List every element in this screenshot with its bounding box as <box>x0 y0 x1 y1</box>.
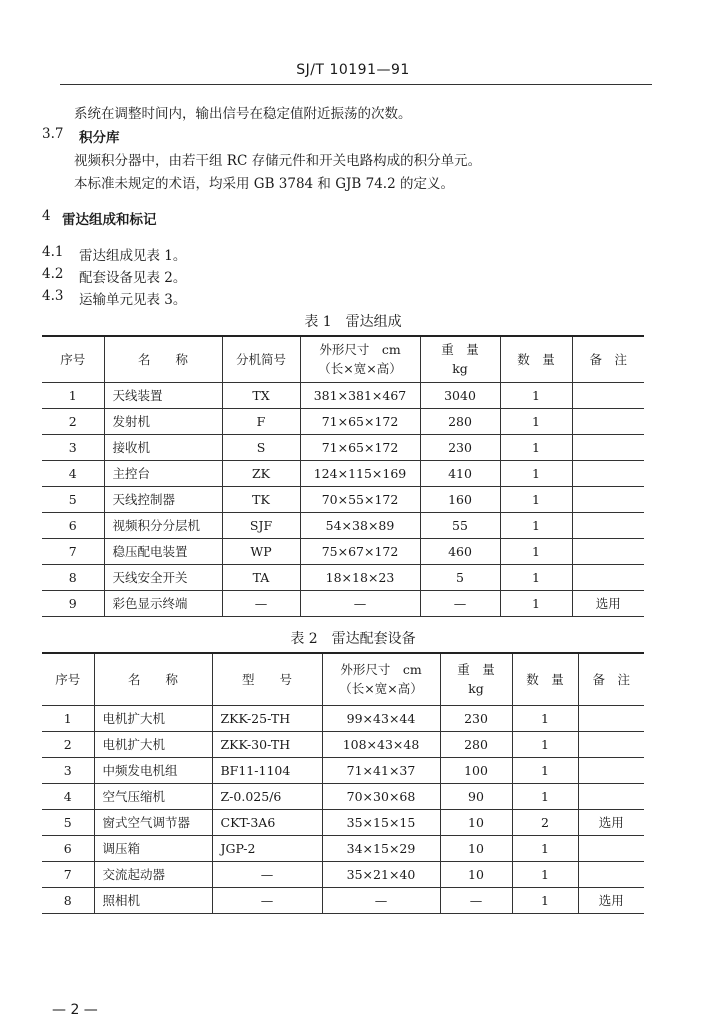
header-note: 备 注 <box>578 653 644 705</box>
cell-weight: 10 <box>440 809 512 835</box>
table-row <box>42 731 644 757</box>
cell-qty: 1 <box>512 757 578 783</box>
header-weight-line2: kg <box>468 681 484 697</box>
table-row <box>42 434 644 460</box>
cell-note <box>578 783 644 809</box>
cell-note <box>572 512 644 538</box>
cell-dims: 381×381×467 <box>300 382 420 408</box>
section-4-title: 雷达组成和标记 <box>62 212 157 228</box>
table-1 <box>42 335 644 617</box>
cell-code: ZK <box>222 460 300 486</box>
cell-weight: 10 <box>440 835 512 861</box>
item-number: 4.2 <box>42 266 64 282</box>
header-name: 名 称 <box>94 653 212 705</box>
cell-seq: 8 <box>42 564 104 590</box>
table-row <box>42 408 644 434</box>
cell-dims: 71×65×172 <box>300 434 420 460</box>
item-text: 配套设备见表 2。 <box>79 270 187 286</box>
cell-weight: 10 <box>440 861 512 887</box>
cell-weight: 5 <box>420 564 500 590</box>
item-number: 4.1 <box>42 244 64 260</box>
cell-note <box>578 861 644 887</box>
table-row <box>42 564 644 590</box>
cell-dims: 99×43×44 <box>322 705 440 731</box>
cell-model: JGP-2 <box>212 835 322 861</box>
header-name: 名 称 <box>104 336 222 382</box>
header-weight-line2: kg <box>452 361 468 377</box>
cell-code: F <box>222 408 300 434</box>
cell-seq: 5 <box>42 486 104 512</box>
table-2 <box>42 652 644 914</box>
cell-code: SJF <box>222 512 300 538</box>
cell-dims: 71×41×37 <box>322 757 440 783</box>
cell-seq: 7 <box>42 538 104 564</box>
cell-note <box>578 705 644 731</box>
cell-weight: — <box>420 590 500 616</box>
table-header-row <box>42 653 644 705</box>
cell-dims: 34×15×29 <box>322 835 440 861</box>
cell-dims: — <box>300 590 420 616</box>
header-rule <box>60 84 652 85</box>
table-row <box>42 783 644 809</box>
table-row <box>42 705 644 731</box>
cell-note <box>578 731 644 757</box>
cell-weight: 100 <box>440 757 512 783</box>
cell-dims: 18×18×23 <box>300 564 420 590</box>
header-dims <box>300 336 420 382</box>
cell-seq: 2 <box>42 408 104 434</box>
cell-code: S <box>222 434 300 460</box>
cell-dims: 71×65×172 <box>300 408 420 434</box>
page-number: — 2 — <box>52 1002 98 1018</box>
cell-seq: 9 <box>42 590 104 616</box>
cell-name: 天线安全开关 <box>104 564 222 590</box>
cell-note <box>572 434 644 460</box>
header-model: 型 号 <box>212 653 322 705</box>
cell-name: 交流起动器 <box>94 861 212 887</box>
cell-note <box>572 382 644 408</box>
cell-name: 电机扩大机 <box>94 731 212 757</box>
cell-seq: 4 <box>42 460 104 486</box>
cell-qty: 1 <box>512 731 578 757</box>
cell-dims: 108×43×48 <box>322 731 440 757</box>
cell-weight: 160 <box>420 486 500 512</box>
cell-model: — <box>212 887 322 913</box>
cell-weight: 280 <box>440 731 512 757</box>
cell-name: 接收机 <box>104 434 222 460</box>
section-4-number: 4 <box>42 208 51 224</box>
cell-name: 视频积分分层机 <box>104 512 222 538</box>
cell-seq: 3 <box>42 434 104 460</box>
cell-qty: 1 <box>512 861 578 887</box>
cell-code: — <box>222 590 300 616</box>
table-header-row <box>42 336 644 382</box>
table-row <box>42 486 644 512</box>
cell-model: ZKK-25-TH <box>212 705 322 731</box>
cell-weight: 280 <box>420 408 500 434</box>
cell-model: CKT-3A6 <box>212 809 322 835</box>
cell-name: 天线装置 <box>104 382 222 408</box>
header-weight <box>420 336 500 382</box>
table-row <box>42 460 644 486</box>
cell-note: 选用 <box>578 887 644 913</box>
cell-weight: 460 <box>420 538 500 564</box>
header-dims-line1: 外形尺寸 cm <box>340 662 422 678</box>
item-text: 雷达组成见表 1。 <box>79 248 187 264</box>
cell-weight: 90 <box>440 783 512 809</box>
cell-code: WP <box>222 538 300 564</box>
table-row <box>42 590 644 616</box>
cell-qty: 1 <box>512 835 578 861</box>
cell-seq: 4 <box>42 783 94 809</box>
cell-note <box>572 486 644 512</box>
cell-weight: 410 <box>420 460 500 486</box>
cell-qty: 1 <box>500 408 572 434</box>
section-3-7-number: 3.7 <box>42 126 64 142</box>
cell-note <box>578 757 644 783</box>
cell-model: Z-0.025/6 <box>212 783 322 809</box>
cell-model: — <box>212 861 322 887</box>
cell-dims: 54×38×89 <box>300 512 420 538</box>
item-text: 运输单元见表 3。 <box>79 292 187 308</box>
item-number: 4.3 <box>42 288 64 304</box>
cell-seq: 6 <box>42 512 104 538</box>
header-qty: 数 量 <box>512 653 578 705</box>
cell-note: 选用 <box>572 590 644 616</box>
cell-qty: 1 <box>500 512 572 538</box>
header-qty: 数 量 <box>500 336 572 382</box>
cell-name: 电机扩大机 <box>94 705 212 731</box>
table-2-caption: 表 2 雷达配套设备 <box>290 631 416 647</box>
cell-dims: — <box>322 887 440 913</box>
table-1-caption: 表 1 雷达组成 <box>304 314 402 330</box>
header-seq: 序号 <box>42 653 94 705</box>
cell-name: 窗式空气调节器 <box>94 809 212 835</box>
header-weight <box>440 653 512 705</box>
cell-name: 空气压缩机 <box>94 783 212 809</box>
header-dims-line2: （长×宽×高） <box>318 361 402 377</box>
header-code: 分机简号 <box>222 336 300 382</box>
table-row <box>42 835 644 861</box>
cell-dims: 124×115×169 <box>300 460 420 486</box>
table-row <box>42 809 644 835</box>
header-note: 备 注 <box>572 336 644 382</box>
cell-qty: 1 <box>500 460 572 486</box>
cell-qty: 1 <box>500 538 572 564</box>
cell-seq: 7 <box>42 861 94 887</box>
cell-note <box>572 460 644 486</box>
header-weight-line1: 重 量 <box>457 662 495 678</box>
cell-name: 稳压配电装置 <box>104 538 222 564</box>
header-weight-line1: 重 量 <box>441 342 479 358</box>
cell-dims: 75×67×172 <box>300 538 420 564</box>
table-row <box>42 887 644 913</box>
table-row <box>42 757 644 783</box>
cell-dims: 35×15×15 <box>322 809 440 835</box>
table-row <box>42 861 644 887</box>
header-dims <box>322 653 440 705</box>
cell-seq: 1 <box>42 382 104 408</box>
cell-weight: 230 <box>440 705 512 731</box>
cell-seq: 1 <box>42 705 94 731</box>
cell-code: TX <box>222 382 300 408</box>
paragraph-line: 本标准未规定的术语，均采用 GB 3784 和 GJB 74.2 的定义。 <box>74 176 454 192</box>
cell-weight: 230 <box>420 434 500 460</box>
cell-weight: — <box>440 887 512 913</box>
cell-model: BF11-1104 <box>212 757 322 783</box>
cell-note <box>578 835 644 861</box>
cell-qty: 1 <box>500 434 572 460</box>
table-row <box>42 382 644 408</box>
cell-name: 照相机 <box>94 887 212 913</box>
header-seq: 序号 <box>42 336 104 382</box>
cell-model: ZKK-30-TH <box>212 731 322 757</box>
document-code: SJ/T 10191—91 <box>296 62 410 78</box>
cell-note <box>572 564 644 590</box>
cell-qty: 1 <box>500 564 572 590</box>
paragraph-line: 系统在调整时间内，输出信号在稳定值附近振荡的次数。 <box>74 106 412 122</box>
cell-dims: 70×30×68 <box>322 783 440 809</box>
header-dims-line1: 外形尺寸 cm <box>319 342 401 358</box>
cell-note: 选用 <box>578 809 644 835</box>
cell-qty: 1 <box>500 590 572 616</box>
cell-name: 彩色显示终端 <box>104 590 222 616</box>
paragraph-line: 视频积分器中，由若干组 RC 存储元件和开关电路构成的积分单元。 <box>74 153 482 169</box>
cell-note <box>572 408 644 434</box>
cell-qty: 1 <box>512 887 578 913</box>
cell-seq: 8 <box>42 887 94 913</box>
cell-name: 主控台 <box>104 460 222 486</box>
cell-name: 发射机 <box>104 408 222 434</box>
cell-qty: 1 <box>512 783 578 809</box>
cell-dims: 35×21×40 <box>322 861 440 887</box>
table-row <box>42 512 644 538</box>
cell-weight: 3040 <box>420 382 500 408</box>
cell-name: 天线控制器 <box>104 486 222 512</box>
cell-seq: 2 <box>42 731 94 757</box>
cell-name: 调压箱 <box>94 835 212 861</box>
cell-weight: 55 <box>420 512 500 538</box>
cell-code: TA <box>222 564 300 590</box>
table-row <box>42 538 644 564</box>
cell-seq: 6 <box>42 835 94 861</box>
cell-name: 中频发电机组 <box>94 757 212 783</box>
section-3-7-title: 积分库 <box>79 130 120 146</box>
cell-seq: 5 <box>42 809 94 835</box>
cell-qty: 2 <box>512 809 578 835</box>
cell-note <box>572 538 644 564</box>
cell-qty: 1 <box>512 705 578 731</box>
cell-qty: 1 <box>500 486 572 512</box>
cell-seq: 3 <box>42 757 94 783</box>
cell-code: TK <box>222 486 300 512</box>
cell-dims: 70×55×172 <box>300 486 420 512</box>
header-dims-line2: （长×宽×高） <box>339 681 423 697</box>
cell-qty: 1 <box>500 382 572 408</box>
